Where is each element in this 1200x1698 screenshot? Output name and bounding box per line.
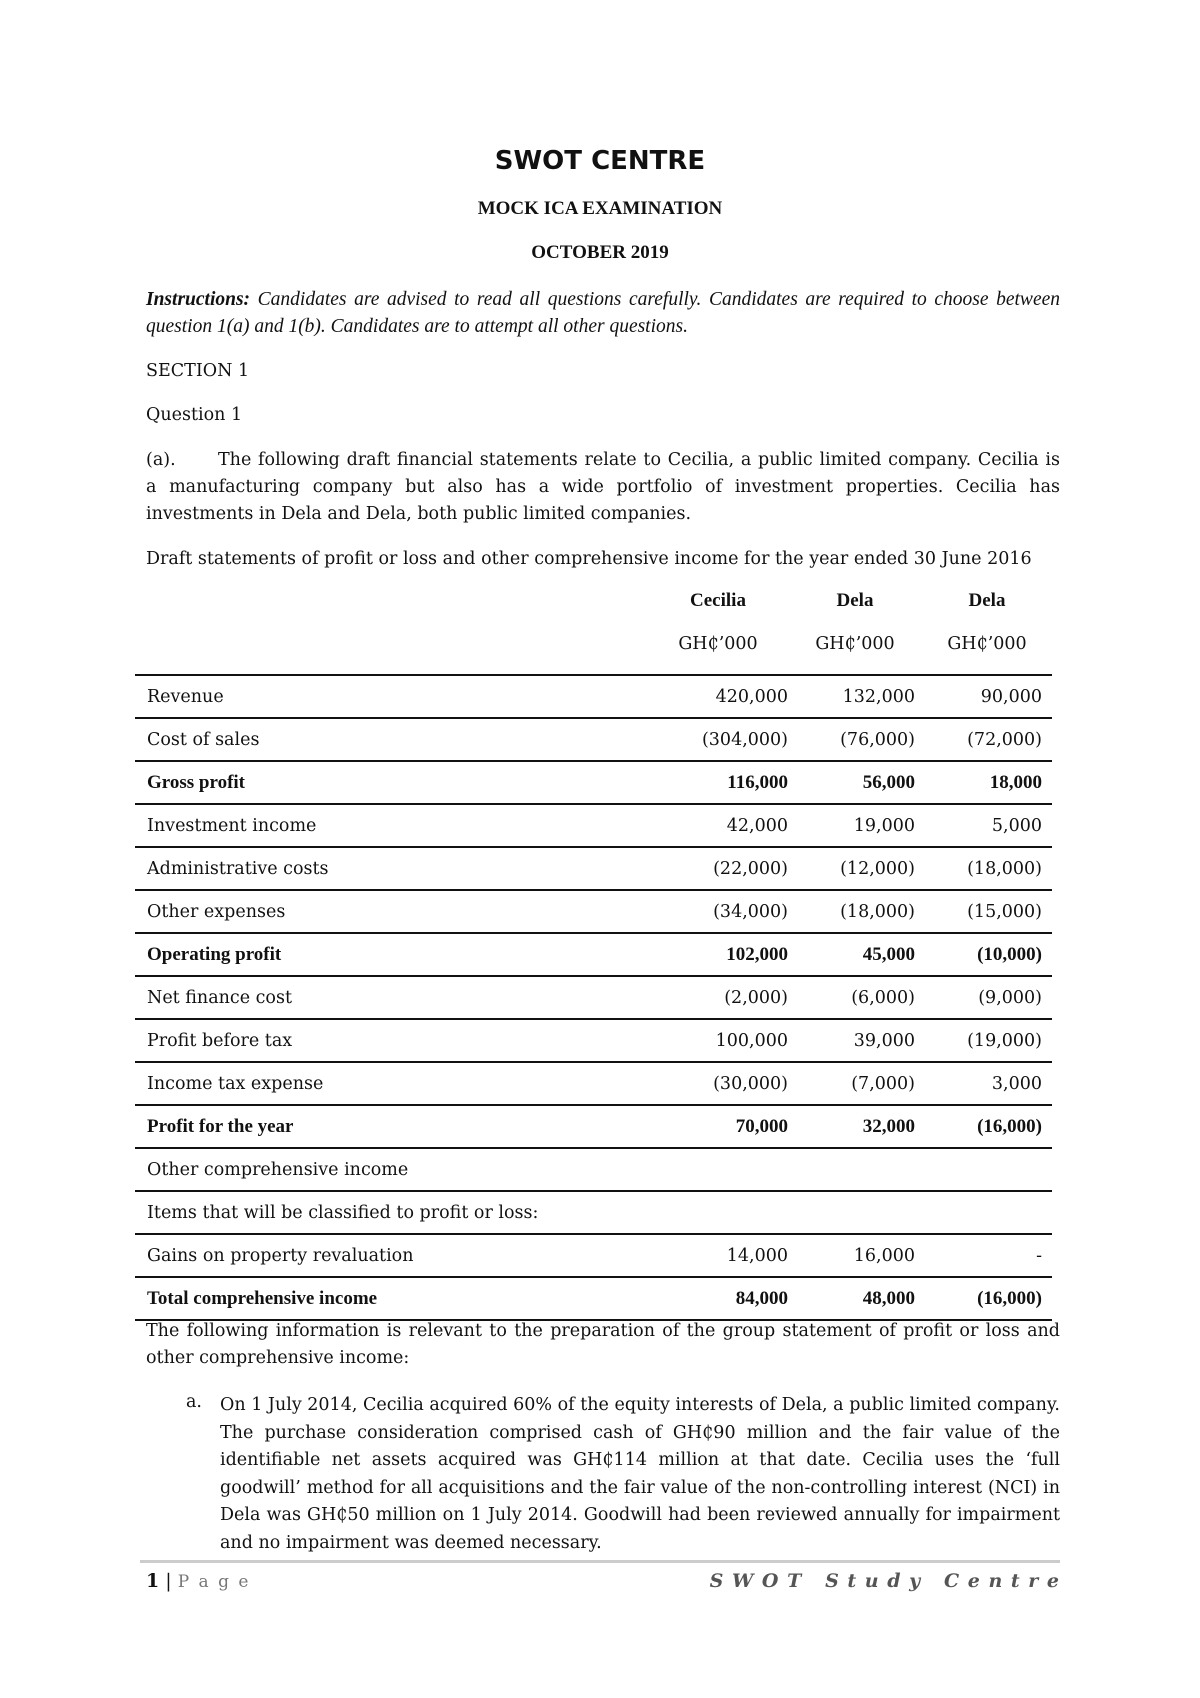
cell-value: 84,000 xyxy=(626,1277,798,1320)
column-header: Dela xyxy=(968,590,1006,611)
cell-value: 32,000 xyxy=(798,1105,925,1148)
table-row xyxy=(135,976,1052,1019)
cell-value: 5,000 xyxy=(925,804,1052,847)
cell-value: (7,000) xyxy=(798,1062,925,1105)
unit-header: GH₵’000 xyxy=(815,634,895,654)
row-label: Other expenses xyxy=(135,890,626,933)
cell-value: 42,000 xyxy=(626,804,798,847)
row-label: Revenue xyxy=(135,675,626,718)
cell-value: 56,000 xyxy=(798,761,925,804)
list-marker: a. xyxy=(186,1392,202,1412)
row-label: Net finance cost xyxy=(135,976,626,1019)
cell-value: (76,000) xyxy=(798,718,925,761)
cell-value: (2,000) xyxy=(626,976,798,1019)
unit-header: GH₵’000 xyxy=(678,634,758,654)
row-label: Income tax expense xyxy=(135,1062,626,1105)
document-title: SWOT CENTRE xyxy=(494,146,706,176)
table-row xyxy=(135,1062,1052,1105)
column-header: Dela xyxy=(836,590,874,611)
row-label: Profit for the year xyxy=(135,1105,626,1148)
cell-value: (72,000) xyxy=(925,718,1052,761)
cell-value: (12,000) xyxy=(798,847,925,890)
cell-value: (22,000) xyxy=(626,847,798,890)
cell-value: 116,000 xyxy=(626,761,798,804)
table-row xyxy=(135,890,1052,933)
cell-value xyxy=(925,1191,1052,1234)
row-label: Gains on property revaluation xyxy=(135,1234,626,1277)
row-label: Cost of sales xyxy=(135,718,626,761)
cell-value: (6,000) xyxy=(798,976,925,1019)
cell-value: (10,000) xyxy=(925,933,1052,976)
cell-value: (34,000) xyxy=(626,890,798,933)
question-intro xyxy=(146,447,1060,528)
following-info: The following information is relevant to the preparation of the group statement of profit or loss and other comprehensive income: xyxy=(146,1321,1060,1368)
cell-value: 39,000 xyxy=(798,1019,925,1062)
page-number: 1 xyxy=(146,1570,160,1592)
cell-value: (304,000) xyxy=(626,718,798,761)
cell-value: (16,000) xyxy=(925,1277,1052,1320)
question-heading: Question 1 xyxy=(146,405,243,425)
footer-brand: S W O T S t u d y C e n t r e xyxy=(709,1570,1060,1592)
cell-value xyxy=(798,1191,925,1234)
row-label: Investment income xyxy=(135,804,626,847)
unit-header: GH₵’000 xyxy=(947,634,1027,654)
cell-value: 19,000 xyxy=(798,804,925,847)
row-label: Operating profit xyxy=(135,933,626,976)
footer-divider xyxy=(140,1560,1060,1563)
cell-value: 18,000 xyxy=(925,761,1052,804)
cell-value: 45,000 xyxy=(798,933,925,976)
cell-value: 90,000 xyxy=(925,675,1052,718)
table-row xyxy=(135,675,1052,718)
cell-value: 14,000 xyxy=(626,1234,798,1277)
row-label: Other comprehensive income xyxy=(135,1148,626,1191)
cell-value: 100,000 xyxy=(626,1019,798,1062)
cell-value: - xyxy=(925,1234,1052,1277)
list-item: On 1 July 2014, Cecilia acquired 60% of the equity interests of Dela, a public limited company. The purchase consideration comprised cash of GH₵90 million and the fair value of the identifiable net assets acquired was GH₵114 million at that date. Cecilia uses the ‘full goodwill’ method for all acquisitions and the fair value of the non-controlling interest (NCI) in Dela was GH₵50 million on 1 July 2014. Goodwill had been reviewed annually for impairment and no impairment was deemed necessary. xyxy=(220,1395,1060,1553)
footer-page: 1 | P a g e xyxy=(146,1570,251,1592)
table-row xyxy=(135,847,1052,890)
cell-value xyxy=(925,1148,1052,1191)
intro-text: The following draft financial statements relate to Cecilia, a public limited company. Cecilia is a manufacturing company but also has a wide portfolio of investment properties. Cecilia has investments in Dela and Dela, both public limited companies. xyxy=(146,450,1060,524)
table-row xyxy=(135,1148,1052,1191)
cell-value: (9,000) xyxy=(925,976,1052,1019)
document-date: OCTOBER 2019 xyxy=(531,242,669,263)
intro-marker: (a). xyxy=(146,450,176,470)
cell-value xyxy=(798,1148,925,1191)
cell-value xyxy=(626,1191,798,1234)
cell-value: 132,000 xyxy=(798,675,925,718)
table-row xyxy=(135,718,1052,761)
column-header: Cecilia xyxy=(690,590,746,611)
instructions xyxy=(146,286,1060,340)
cell-value: 16,000 xyxy=(798,1234,925,1277)
row-label: Gross profit xyxy=(135,761,626,804)
cell-value: (18,000) xyxy=(798,890,925,933)
cell-value: (16,000) xyxy=(925,1105,1052,1148)
section-heading: SECTION 1 xyxy=(146,361,250,381)
cell-value: (15,000) xyxy=(925,890,1052,933)
table-row xyxy=(135,804,1052,847)
cell-value: 48,000 xyxy=(798,1277,925,1320)
page-label: P a g e xyxy=(177,1572,251,1592)
instructions-text: Candidates are advised to read all questions carefully. Candidates are required to choose between question 1(a) and 1(b). Candidates are to attempt all other questions. xyxy=(146,289,1060,337)
table-row xyxy=(135,1234,1052,1277)
cell-value: (19,000) xyxy=(925,1019,1052,1062)
table-row xyxy=(135,933,1052,976)
cell-value xyxy=(626,1148,798,1191)
table-row xyxy=(135,1019,1052,1062)
row-label: Total comprehensive income xyxy=(135,1277,626,1320)
cell-value: 102,000 xyxy=(626,933,798,976)
row-label: Profit before tax xyxy=(135,1019,626,1062)
row-label: Items that will be classified to profit or loss: xyxy=(135,1191,626,1234)
cell-value: (18,000) xyxy=(925,847,1052,890)
table-row xyxy=(135,761,1052,804)
cell-value: 70,000 xyxy=(626,1105,798,1148)
table-row xyxy=(135,1277,1052,1320)
cell-value: 420,000 xyxy=(626,675,798,718)
cell-value: (30,000) xyxy=(626,1062,798,1105)
financial-statement-table xyxy=(135,674,1052,1321)
row-label: Administrative costs xyxy=(135,847,626,890)
document-subtitle: MOCK ICA EXAMINATION xyxy=(477,198,723,219)
table-title: Draft statements of profit or loss and other comprehensive income for the year ended 30 June 2016 xyxy=(146,549,1032,569)
table-row xyxy=(135,1105,1052,1148)
cell-value: 3,000 xyxy=(925,1062,1052,1105)
instructions-label: Instructions: xyxy=(146,289,251,310)
table-row xyxy=(135,1191,1052,1234)
